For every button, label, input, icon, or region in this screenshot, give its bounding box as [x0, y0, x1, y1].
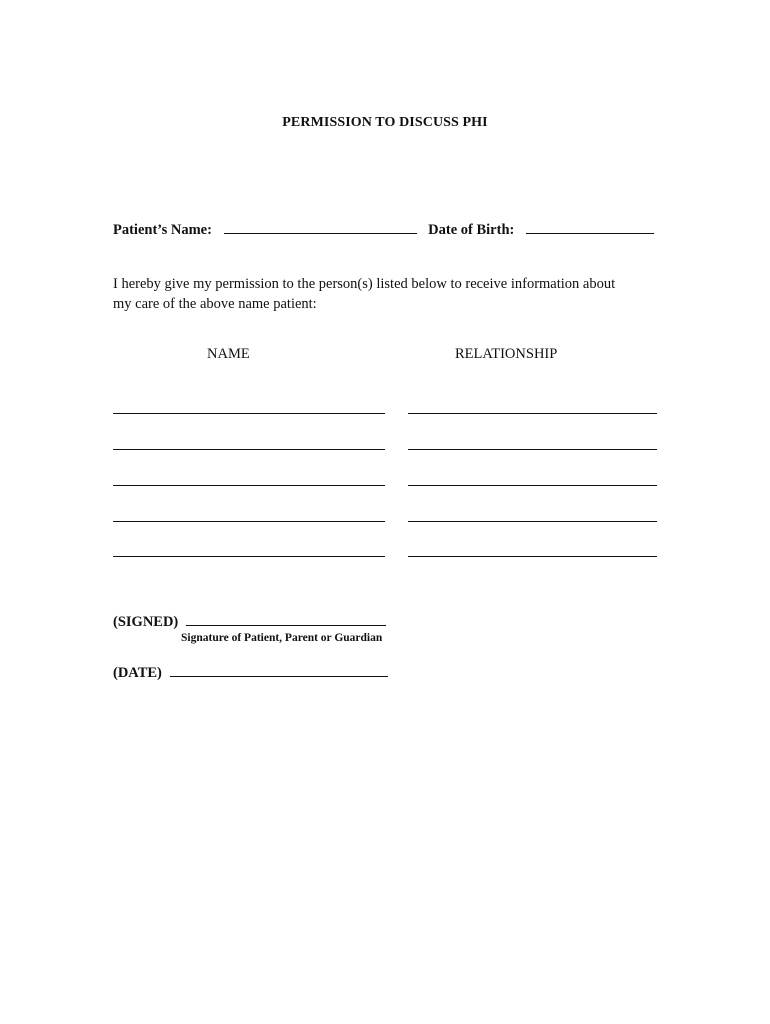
relationship-field[interactable] [408, 521, 657, 522]
dob-label: Date of Birth: [428, 222, 515, 238]
permission-line-1: I hereby give my permission to the person(s) listed below to receive information about [113, 276, 616, 292]
permission-statement [113, 274, 673, 314]
signature-field[interactable] [186, 614, 386, 626]
relationship-field[interactable] [408, 485, 657, 486]
name-field[interactable] [113, 413, 385, 414]
relationship-field[interactable] [408, 413, 657, 414]
patient-info-row [113, 222, 654, 239]
signature-caption: Signature of Patient, Parent or Guardian [181, 632, 383, 644]
name-field[interactable] [113, 485, 385, 486]
name-field[interactable] [113, 521, 385, 522]
patient-name-field[interactable] [224, 222, 417, 234]
name-field[interactable] [113, 556, 385, 557]
relationship-field[interactable] [408, 449, 657, 450]
patient-name-label: Patient’s Name: [113, 222, 212, 238]
date-label: (DATE) [113, 665, 162, 681]
dob-field[interactable] [526, 222, 654, 234]
signed-label: (SIGNED) [113, 614, 179, 630]
relationship-field[interactable] [408, 556, 657, 557]
date-row [113, 665, 388, 682]
page-title: PERMISSION TO DISCUSS PHI [282, 115, 488, 130]
name-field[interactable] [113, 449, 385, 450]
permission-line-2: my care of the above name patient: [113, 296, 317, 312]
signed-row [113, 614, 386, 631]
relationship-column-header: RELATIONSHIP [455, 346, 558, 362]
name-column-header: NAME [207, 346, 250, 362]
date-field[interactable] [170, 665, 388, 677]
